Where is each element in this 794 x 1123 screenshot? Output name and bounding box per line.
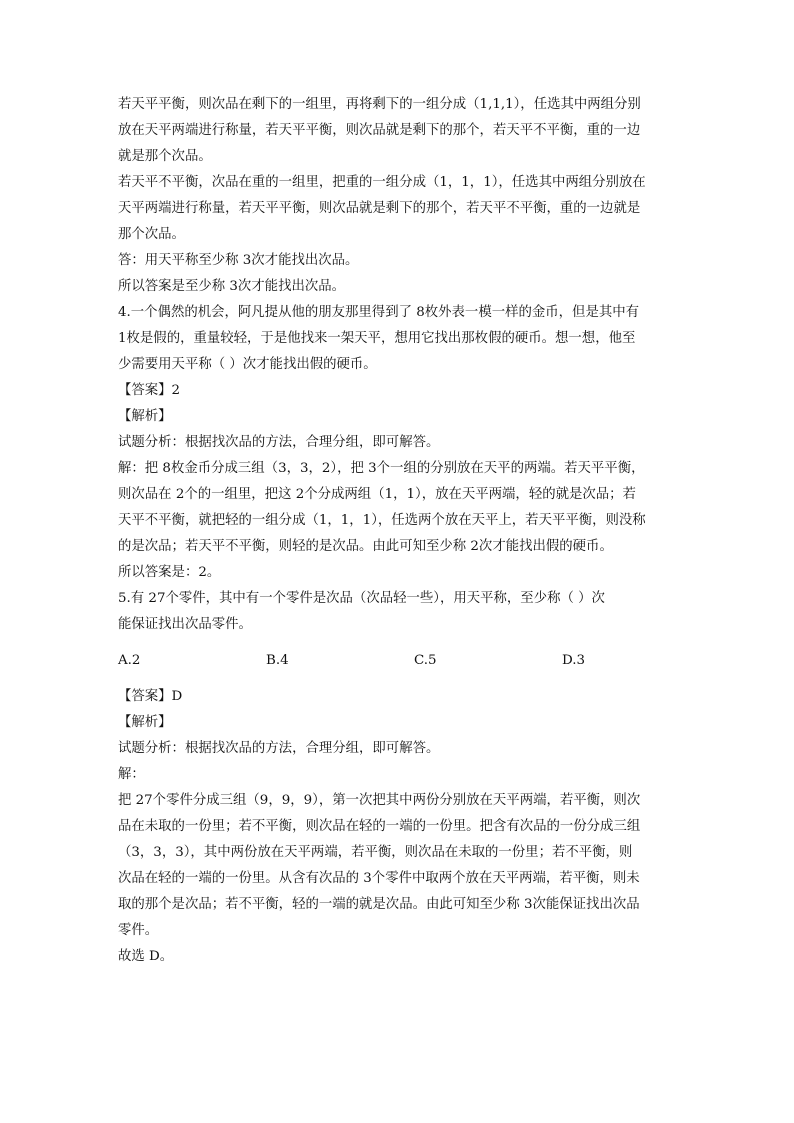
text-line: 次品在轻的一端的一份里。从含有次品的 3个零件中取两个放在天平两端，若平衡，则未 [118,871,640,886]
text-line: 零件。 [118,923,159,938]
text-line: 的是次品；若天平不平衡，则轻的是次品。由此可知至少称 2次才能找出假的硬币。 [118,539,613,554]
question-5-line: 能保证找出次品零件。 [118,617,252,632]
text-line: 试题分析：根据找次品的方法，合理分组，即可解答。 [118,741,440,756]
text-line: 品在未取的一份里；若不平衡，则次品在轻的一端的一份里。把含有次品的一份分成三组 [118,819,641,834]
answer-line: 答：用天平称至少称 3次才能找出次品。 [118,253,359,268]
text-line: 把 27个零件分成三组（9，9，9），第一次把其中两份分别放在天平两端，若平衡，则次 [118,793,641,808]
text-line: （3，3，3），其中两份放在天平两端，若平衡，则次品在未取的一份里；若不平衡，则 [118,845,633,860]
text-line: 天平两端进行称量，若天平平衡，则次品就是剩下的那个，若天平不平衡，重的一边就是 [118,201,641,216]
question-5-line: 5.有 27个零件，其中有一个零件是次品（次品轻一些），用天平称，至少称（ ）次 [118,591,605,606]
text-line: 解：把 8枚金币分成三组（3，3，2），把 3个一组的分别放在天平的两端。若天平平衡， [118,461,645,476]
analysis-label: 【解析】 [118,715,172,730]
text-line: 那个次品。 [118,227,185,242]
option-c: C.5 [414,653,437,668]
text-line: 则次品在 2个的一组里，把这 2个分成两组（1，1），放在天平两端，轻的就是次品；若 [118,487,636,502]
text-line: 放在天平两端进行称量，若天平平衡，则次品就是剩下的那个，若天平不平衡，重的一边 [118,123,641,138]
text-line: 就是那个次品。 [118,149,212,164]
text-line: 试题分析：根据找次品的方法，合理分组，即可解答。 [118,435,440,450]
option-b: B.4 [266,653,289,668]
question-4-line: 4.一个偶然的机会，阿凡提从他的朋友那里得到了 8枚外表一模一样的金币，但是其中有 [118,305,640,320]
analysis-label: 【解析】 [118,409,172,424]
text-line: 取的那个是次品；若不平衡，轻的一端的就是次品。由此可知至少称 3次能保证找出次品 [118,897,640,912]
text-line: 若天平平衡，则次品在剩下的一组里，再将剩下的一组分成（1,1,1），任选其中两组分别 [118,97,641,112]
document-page [118,92,678,970]
answer-label: 【答案】D [118,689,183,704]
answer-label: 【答案】2 [118,383,181,398]
option-a: A.2 [118,653,141,668]
answer-options [118,648,678,674]
conclusion-line: 所以答案是：2。 [118,565,221,580]
text-line: 天平不平衡，就把轻的一组分成（1，1，1），任选两个放在天平上，若天平平衡，则没称 [118,513,646,528]
text-line: 若天平不平衡，次品在重的一组里，把重的一组分成（1，1，1），任选其中两组分别放在 [118,175,646,190]
text-line: 解： [118,767,145,782]
question-4-line: 1枚是假的，重量较轻，于是他找来一架天平，想用它找出那枚假的硬币。想一想，他至 [118,331,636,346]
conclusion-line: 所以答案是至少称 3次才能找出次品。 [118,279,346,294]
option-d: D.3 [562,653,586,668]
question-4-line: 少需要用天平称（ ）次才能找出假的硬币。 [118,357,377,372]
conclusion-line: 故选 D。 [118,949,174,964]
